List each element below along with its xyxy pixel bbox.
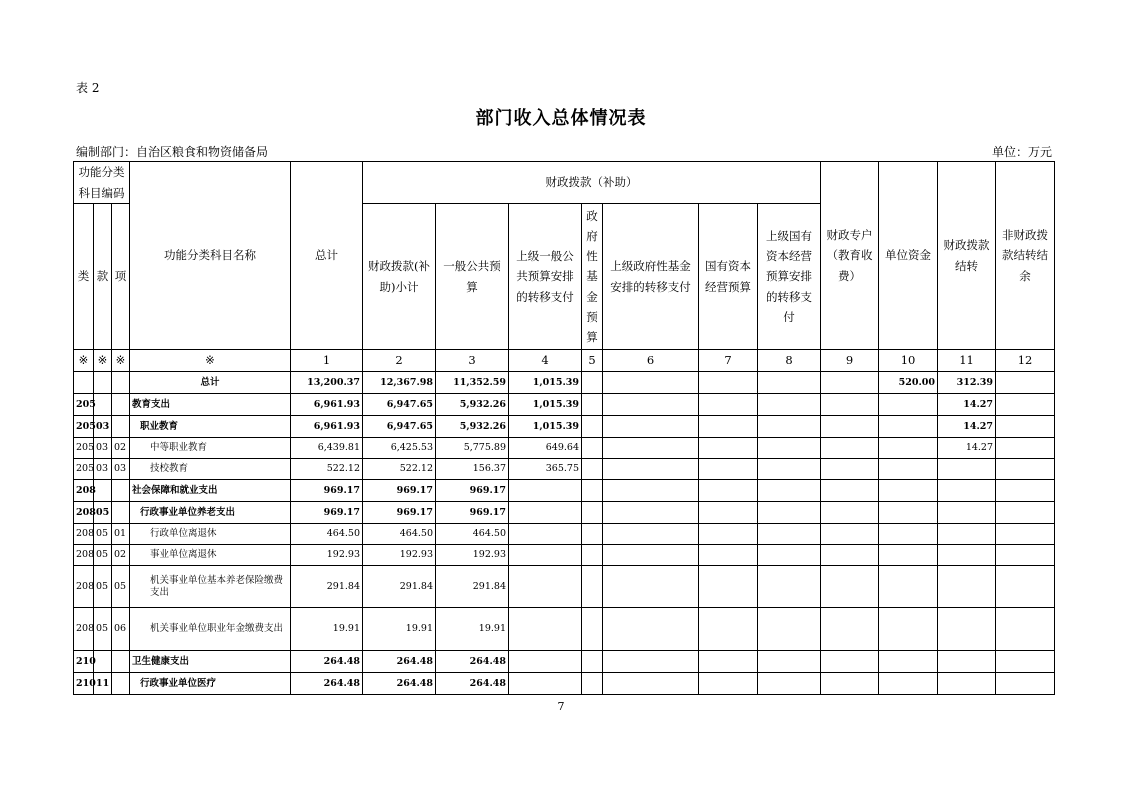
table-row bbox=[74, 673, 1055, 695]
value-cell bbox=[699, 524, 758, 545]
value-cell bbox=[699, 480, 758, 502]
header-state-capital: 国有资本经营预算 bbox=[699, 204, 758, 350]
value-cell bbox=[582, 566, 603, 608]
org-label: 编制部门：自治区粮食和物资储备局 bbox=[76, 145, 269, 159]
value-cell: 1,015.39 bbox=[509, 416, 582, 438]
value-cell bbox=[603, 416, 699, 438]
value-cell bbox=[879, 545, 938, 566]
mark-cell: 10 bbox=[879, 350, 938, 372]
value-cell: 192.93 bbox=[436, 545, 509, 566]
value-cell bbox=[699, 566, 758, 608]
value-cell: 12,367.98 bbox=[363, 372, 436, 394]
value-cell: 19.91 bbox=[436, 608, 509, 651]
value-cell bbox=[758, 459, 821, 480]
value-cell bbox=[879, 673, 938, 695]
code-xiang-cell bbox=[112, 480, 130, 502]
value-cell: 522.12 bbox=[363, 459, 436, 480]
header-fiscal-special: 财政专户（教育收费） bbox=[821, 162, 879, 350]
code-xiang-cell bbox=[112, 651, 130, 673]
value-cell: 969.17 bbox=[291, 480, 363, 502]
value-cell bbox=[879, 502, 938, 524]
value-cell: 5,775.89 bbox=[436, 438, 509, 459]
value-cell bbox=[938, 651, 996, 673]
code-lei-cell: 210 bbox=[74, 651, 94, 673]
code-xiang-cell: 02 bbox=[112, 438, 130, 459]
item-name-cell: 中等职业教育 bbox=[130, 438, 291, 459]
value-cell: 291.84 bbox=[436, 566, 509, 608]
value-cell: 6,961.93 bbox=[291, 416, 363, 438]
value-cell bbox=[699, 608, 758, 651]
mark-cell: 7 bbox=[699, 350, 758, 372]
value-cell bbox=[996, 372, 1055, 394]
value-cell bbox=[582, 416, 603, 438]
value-cell bbox=[938, 608, 996, 651]
value-cell bbox=[938, 524, 996, 545]
value-cell bbox=[879, 438, 938, 459]
header-gov-fund: 政府性基金预算 bbox=[582, 204, 603, 350]
value-cell bbox=[758, 372, 821, 394]
value-cell bbox=[821, 524, 879, 545]
code-kuan-cell: 05 bbox=[94, 566, 112, 608]
value-cell: 969.17 bbox=[291, 502, 363, 524]
mark-row bbox=[74, 350, 1055, 372]
header-upper-state-capital: 上级国有资本经营预算安排的转移支付 bbox=[758, 204, 821, 350]
value-cell bbox=[509, 651, 582, 673]
code-kuan-cell: 05 bbox=[94, 502, 112, 524]
value-cell bbox=[509, 545, 582, 566]
item-name-cell: 行政事业单位医疗 bbox=[130, 673, 291, 695]
value-cell: 312.39 bbox=[938, 372, 996, 394]
value-cell bbox=[603, 372, 699, 394]
value-cell bbox=[582, 502, 603, 524]
value-cell bbox=[996, 438, 1055, 459]
value-cell bbox=[582, 608, 603, 651]
code-lei-cell: 205 bbox=[74, 416, 94, 438]
table-row bbox=[74, 480, 1055, 502]
item-name-cell: 卫生健康支出 bbox=[130, 651, 291, 673]
value-cell bbox=[582, 372, 603, 394]
table-tag: 表 2 bbox=[76, 81, 100, 95]
value-cell bbox=[821, 566, 879, 608]
code-lei-cell: 208 bbox=[74, 566, 94, 608]
value-cell bbox=[582, 480, 603, 502]
value-cell: 6,947.65 bbox=[363, 416, 436, 438]
code-lei-cell: 205 bbox=[74, 438, 94, 459]
code-lei-cell: 208 bbox=[74, 545, 94, 566]
header-fiscal-group: 财政拨款（补助） bbox=[363, 162, 821, 204]
value-cell: 464.50 bbox=[291, 524, 363, 545]
value-cell bbox=[603, 608, 699, 651]
value-cell bbox=[821, 480, 879, 502]
value-cell bbox=[821, 438, 879, 459]
item-name-cell: 事业单位离退休 bbox=[130, 545, 291, 566]
value-cell bbox=[699, 673, 758, 695]
code-xiang-cell bbox=[112, 394, 130, 416]
mark-cell: 1 bbox=[291, 350, 363, 372]
code-kuan-cell: 11 bbox=[94, 673, 112, 695]
code-kuan-cell bbox=[94, 480, 112, 502]
mark-cell: 5 bbox=[582, 350, 603, 372]
value-cell bbox=[821, 651, 879, 673]
value-cell: 969.17 bbox=[436, 480, 509, 502]
code-lei-cell: 208 bbox=[74, 502, 94, 524]
value-cell: 13,200.37 bbox=[291, 372, 363, 394]
value-cell bbox=[509, 524, 582, 545]
value-cell bbox=[509, 566, 582, 608]
code-xiang-cell bbox=[112, 673, 130, 695]
value-cell bbox=[603, 459, 699, 480]
code-xiang-cell: 06 bbox=[112, 608, 130, 651]
value-cell bbox=[509, 608, 582, 651]
table-row bbox=[74, 608, 1055, 651]
value-cell: 156.37 bbox=[436, 459, 509, 480]
value-cell bbox=[938, 673, 996, 695]
value-cell bbox=[582, 545, 603, 566]
mark-cell: 11 bbox=[938, 350, 996, 372]
value-cell bbox=[996, 480, 1055, 502]
code-kuan-cell bbox=[94, 372, 112, 394]
value-cell bbox=[996, 673, 1055, 695]
value-cell: 11,352.59 bbox=[436, 372, 509, 394]
value-cell bbox=[603, 524, 699, 545]
mark-cell: 2 bbox=[363, 350, 436, 372]
value-cell bbox=[879, 459, 938, 480]
value-cell bbox=[879, 651, 938, 673]
value-cell bbox=[879, 524, 938, 545]
item-name-cell: 教育支出 bbox=[130, 394, 291, 416]
value-cell bbox=[603, 394, 699, 416]
value-cell bbox=[996, 566, 1055, 608]
value-cell: 969.17 bbox=[363, 502, 436, 524]
page-number: 7 bbox=[557, 700, 565, 713]
value-cell bbox=[821, 394, 879, 416]
value-cell bbox=[582, 438, 603, 459]
table-row bbox=[74, 459, 1055, 480]
value-cell bbox=[879, 416, 938, 438]
code-kuan-cell: 03 bbox=[94, 459, 112, 480]
value-cell bbox=[699, 545, 758, 566]
value-cell bbox=[758, 394, 821, 416]
code-kuan-cell bbox=[94, 651, 112, 673]
value-cell bbox=[821, 416, 879, 438]
value-cell bbox=[879, 480, 938, 502]
unit-label: 单位：万元 bbox=[991, 145, 1052, 159]
item-name-cell: 总计 bbox=[130, 372, 291, 394]
value-cell bbox=[996, 502, 1055, 524]
value-cell bbox=[699, 372, 758, 394]
mark-cell: 12 bbox=[996, 350, 1055, 372]
value-cell bbox=[758, 651, 821, 673]
value-cell: 365.75 bbox=[509, 459, 582, 480]
value-cell: 6,961.93 bbox=[291, 394, 363, 416]
value-cell bbox=[603, 545, 699, 566]
item-name-cell: 社会保障和就业支出 bbox=[130, 480, 291, 502]
header-name: 功能分类科目名称 bbox=[130, 162, 291, 350]
value-cell bbox=[699, 394, 758, 416]
value-cell bbox=[938, 480, 996, 502]
value-cell bbox=[699, 438, 758, 459]
table-row bbox=[74, 372, 1055, 394]
header-upper-fund: 上级政府性基金安排的转移支付 bbox=[603, 204, 699, 350]
value-cell: 192.93 bbox=[291, 545, 363, 566]
value-cell: 192.93 bbox=[363, 545, 436, 566]
value-cell bbox=[758, 673, 821, 695]
value-cell: 522.12 bbox=[291, 459, 363, 480]
code-xiang-cell: 03 bbox=[112, 459, 130, 480]
value-cell bbox=[582, 394, 603, 416]
code-lei-cell bbox=[74, 372, 94, 394]
header-general-budget: 一般公共预算 bbox=[436, 204, 509, 350]
value-cell bbox=[603, 438, 699, 459]
header-carryover: 财政拨款结转 bbox=[938, 162, 996, 350]
value-cell bbox=[879, 608, 938, 651]
table-body bbox=[74, 372, 1055, 695]
value-cell bbox=[996, 524, 1055, 545]
code-kuan-cell bbox=[94, 394, 112, 416]
value-cell bbox=[821, 372, 879, 394]
code-lei-cell: 210 bbox=[74, 673, 94, 695]
header-kuan: 款 bbox=[94, 204, 112, 350]
code-lei-cell: 205 bbox=[74, 394, 94, 416]
value-cell bbox=[603, 480, 699, 502]
value-cell bbox=[758, 438, 821, 459]
value-cell: 264.48 bbox=[363, 673, 436, 695]
value-cell bbox=[938, 566, 996, 608]
code-xiang-cell: 01 bbox=[112, 524, 130, 545]
value-cell bbox=[996, 651, 1055, 673]
table-row bbox=[74, 394, 1055, 416]
item-name-cell: 机关事业单位职业年金缴费支出 bbox=[130, 608, 291, 651]
header-fiscal-subtotal: 财政拨款(补助)小计 bbox=[363, 204, 436, 350]
value-cell bbox=[509, 673, 582, 695]
value-cell: 6,947.65 bbox=[363, 394, 436, 416]
code-xiang-cell bbox=[112, 416, 130, 438]
value-cell bbox=[996, 394, 1055, 416]
table-row bbox=[74, 438, 1055, 459]
value-cell bbox=[582, 459, 603, 480]
table-row bbox=[74, 566, 1055, 608]
code-lei-cell: 208 bbox=[74, 608, 94, 651]
table-row bbox=[74, 502, 1055, 524]
value-cell: 6,439.81 bbox=[291, 438, 363, 459]
value-cell bbox=[509, 480, 582, 502]
value-cell bbox=[699, 651, 758, 673]
value-cell bbox=[758, 416, 821, 438]
value-cell: 1,015.39 bbox=[509, 394, 582, 416]
value-cell bbox=[582, 651, 603, 673]
mark-cell: ※ bbox=[112, 350, 130, 372]
code-kuan-cell: 05 bbox=[94, 524, 112, 545]
code-xiang-cell bbox=[112, 372, 130, 394]
value-cell: 464.50 bbox=[436, 524, 509, 545]
header-lei: 类 bbox=[74, 204, 94, 350]
value-cell bbox=[938, 502, 996, 524]
mark-cell: ※ bbox=[130, 350, 291, 372]
value-cell bbox=[603, 566, 699, 608]
table-header bbox=[74, 162, 1055, 372]
value-cell bbox=[821, 673, 879, 695]
value-cell: 464.50 bbox=[363, 524, 436, 545]
value-cell bbox=[996, 416, 1055, 438]
code-xiang-cell bbox=[112, 502, 130, 524]
code-xiang-cell: 05 bbox=[112, 566, 130, 608]
code-kuan-cell: 05 bbox=[94, 545, 112, 566]
table-row bbox=[74, 524, 1055, 545]
value-cell bbox=[821, 545, 879, 566]
value-cell bbox=[821, 459, 879, 480]
value-cell bbox=[509, 502, 582, 524]
mark-cell: 3 bbox=[436, 350, 509, 372]
value-cell bbox=[582, 524, 603, 545]
value-cell: 1,015.39 bbox=[509, 372, 582, 394]
item-name-cell: 行政单位离退休 bbox=[130, 524, 291, 545]
value-cell bbox=[758, 524, 821, 545]
value-cell bbox=[938, 545, 996, 566]
item-name-cell: 行政事业单位养老支出 bbox=[130, 502, 291, 524]
mark-cell: 9 bbox=[821, 350, 879, 372]
value-cell: 19.91 bbox=[363, 608, 436, 651]
code-kuan-cell: 03 bbox=[94, 416, 112, 438]
value-cell bbox=[758, 608, 821, 651]
value-cell: 264.48 bbox=[363, 651, 436, 673]
value-cell bbox=[821, 608, 879, 651]
code-lei-cell: 208 bbox=[74, 480, 94, 502]
value-cell bbox=[603, 502, 699, 524]
value-cell bbox=[699, 416, 758, 438]
value-cell: 264.48 bbox=[436, 651, 509, 673]
value-cell bbox=[603, 673, 699, 695]
value-cell: 969.17 bbox=[436, 502, 509, 524]
value-cell: 291.84 bbox=[363, 566, 436, 608]
header-total: 总计 bbox=[291, 162, 363, 350]
header-code-group: 功能分类科目编码 bbox=[74, 162, 130, 204]
header-xiang: 项 bbox=[112, 204, 130, 350]
value-cell: 264.48 bbox=[291, 673, 363, 695]
value-cell bbox=[699, 502, 758, 524]
page-title: 部门收入总体情况表 bbox=[475, 108, 647, 129]
value-cell: 969.17 bbox=[363, 480, 436, 502]
value-cell bbox=[821, 502, 879, 524]
value-cell bbox=[879, 566, 938, 608]
item-name-cell: 机关事业单位基本养老保险缴费支出 bbox=[130, 566, 291, 608]
code-kuan-cell: 05 bbox=[94, 608, 112, 651]
value-cell: 520.00 bbox=[879, 372, 938, 394]
code-kuan-cell: 03 bbox=[94, 438, 112, 459]
value-cell: 264.48 bbox=[291, 651, 363, 673]
revenue-table bbox=[73, 161, 1055, 695]
value-cell bbox=[879, 394, 938, 416]
code-lei-cell: 208 bbox=[74, 524, 94, 545]
value-cell: 291.84 bbox=[291, 566, 363, 608]
header-upper-general: 上级一般公共预算安排的转移支付 bbox=[509, 204, 582, 350]
value-cell: 14.27 bbox=[938, 438, 996, 459]
code-lei-cell: 205 bbox=[74, 459, 94, 480]
table-row bbox=[74, 416, 1055, 438]
value-cell: 5,932.26 bbox=[436, 394, 509, 416]
mark-cell: 4 bbox=[509, 350, 582, 372]
value-cell bbox=[938, 459, 996, 480]
value-cell: 649.64 bbox=[509, 438, 582, 459]
value-cell: 14.27 bbox=[938, 394, 996, 416]
table-row bbox=[74, 545, 1055, 566]
value-cell bbox=[996, 545, 1055, 566]
value-cell bbox=[582, 673, 603, 695]
value-cell bbox=[758, 480, 821, 502]
value-cell bbox=[996, 459, 1055, 480]
mark-cell: ※ bbox=[94, 350, 112, 372]
value-cell: 5,932.26 bbox=[436, 416, 509, 438]
value-cell bbox=[758, 502, 821, 524]
value-cell: 14.27 bbox=[938, 416, 996, 438]
mark-cell: ※ bbox=[74, 350, 94, 372]
value-cell bbox=[758, 566, 821, 608]
value-cell bbox=[699, 459, 758, 480]
item-name-cell: 职业教育 bbox=[130, 416, 291, 438]
item-name-cell: 技校教育 bbox=[130, 459, 291, 480]
value-cell: 19.91 bbox=[291, 608, 363, 651]
header-unit-funds: 单位资金 bbox=[879, 162, 938, 350]
mark-cell: 6 bbox=[603, 350, 699, 372]
header-non-fiscal-carryover: 非财政拨款结转结余 bbox=[996, 162, 1055, 350]
value-cell bbox=[758, 545, 821, 566]
code-xiang-cell: 02 bbox=[112, 545, 130, 566]
value-cell bbox=[603, 651, 699, 673]
mark-cell: 8 bbox=[758, 350, 821, 372]
value-cell: 264.48 bbox=[436, 673, 509, 695]
value-cell: 6,425.53 bbox=[363, 438, 436, 459]
value-cell bbox=[996, 608, 1055, 651]
table-row bbox=[74, 651, 1055, 673]
